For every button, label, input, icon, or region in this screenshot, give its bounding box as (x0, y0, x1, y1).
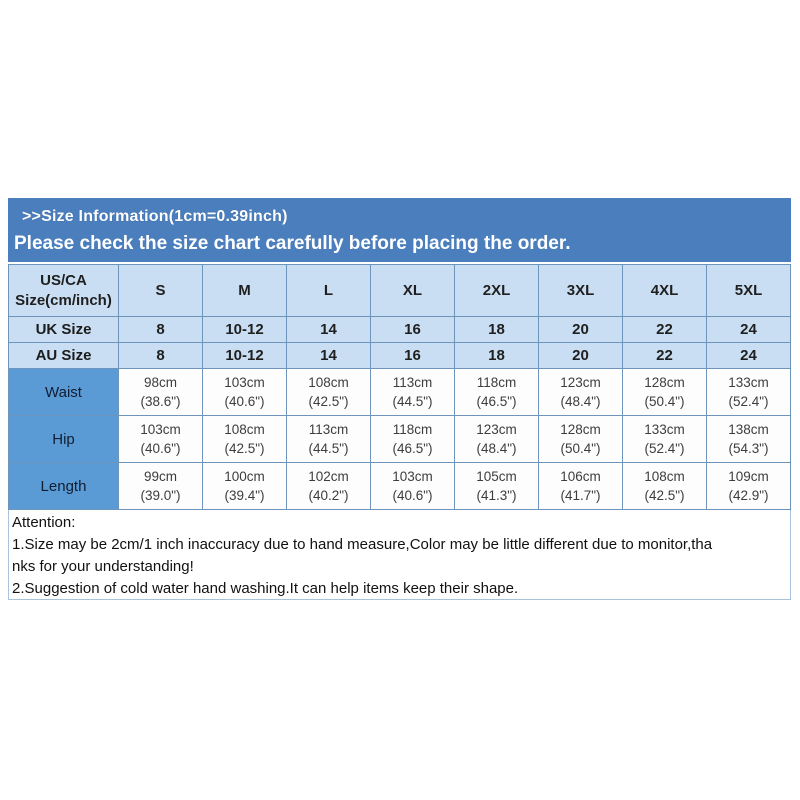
length-value (707, 463, 791, 510)
au-size-value: 20 (539, 343, 623, 369)
length-inch: (39.0") (140, 488, 181, 503)
hip-value (455, 416, 539, 463)
attention-line: nks for your understanding! (12, 558, 194, 575)
au-size-value: 10-12 (203, 343, 287, 369)
waist-cm: 108cm (308, 375, 349, 390)
length-value (371, 463, 455, 510)
length-value (623, 463, 707, 510)
waist-inch: (40.6") (224, 394, 265, 409)
uk-size-value: 20 (539, 317, 623, 343)
length-inch: (41.3") (476, 488, 517, 503)
waist-cm: 133cm (728, 375, 769, 390)
waist-inch: (46.5") (476, 394, 517, 409)
hip-cm: 118cm (392, 422, 433, 437)
hip-cm: 113cm (308, 422, 349, 437)
hip-cm: 128cm (560, 422, 601, 437)
size-column-header-2xl: 2XL (455, 265, 539, 317)
waist-cm: 98cm (143, 375, 177, 390)
length-cm: 99cm (143, 469, 177, 484)
hip-inch: (54.3") (728, 441, 769, 456)
waist-value (203, 369, 287, 416)
au-size-value: 24 (707, 343, 791, 369)
waist-inch: (38.6") (140, 394, 181, 409)
attention-line: 2.Suggestion of cold water hand washing.It can help items keep their shape. (12, 580, 519, 597)
size-information-title: >>Size Information(1cm=0.39inch) (22, 208, 288, 225)
length-cm: 108cm (644, 469, 685, 484)
size-column-header-m: M (203, 265, 287, 317)
uk-size-value: 18 (455, 317, 539, 343)
hip-cm: 103cm (140, 422, 181, 437)
waist-value (623, 369, 707, 416)
hip-row-label: Hip (9, 416, 119, 463)
hip-value (203, 416, 287, 463)
length-value (287, 463, 371, 510)
length-inch: (40.2") (308, 488, 349, 503)
length-inch: (42.9") (728, 488, 769, 503)
hip-inch: (52.4") (644, 441, 685, 456)
corner-header-cell (9, 265, 119, 317)
size-info-panel (8, 198, 791, 600)
waist-cm: 113cm (392, 375, 433, 390)
waist-inch: (44.5") (392, 394, 433, 409)
uk-size-value: 8 (119, 317, 203, 343)
hip-value (539, 416, 623, 463)
size-chart-notice: Please check the size chart carefully before placing the order. (14, 233, 571, 254)
length-value (539, 463, 623, 510)
au-size-value: 16 (371, 343, 455, 369)
length-cm: 109cm (728, 469, 769, 484)
waist-value (539, 369, 623, 416)
length-value (203, 463, 287, 510)
hip-inch: (42.5") (224, 441, 265, 456)
hip-inch: (40.6") (140, 441, 181, 456)
au-size-row-label: AU Size (9, 343, 119, 369)
waist-value (371, 369, 455, 416)
au-size-value: 8 (119, 343, 203, 369)
length-cm: 106cm (560, 469, 601, 484)
hip-value (287, 416, 371, 463)
waist-inch: (42.5") (308, 394, 349, 409)
uk-size-value: 10-12 (203, 317, 287, 343)
uk-size-value: 14 (287, 317, 371, 343)
waist-value (287, 369, 371, 416)
uk-size-value: 22 (623, 317, 707, 343)
hip-value (707, 416, 791, 463)
size-column-header-s: S (119, 265, 203, 317)
hip-cm: 133cm (644, 422, 685, 437)
waist-value (707, 369, 791, 416)
waist-cm: 103cm (224, 375, 265, 390)
uk-size-value: 16 (371, 317, 455, 343)
size-column-header-5xl: 5XL (707, 265, 791, 317)
au-size-value: 18 (455, 343, 539, 369)
length-row-label: Length (9, 463, 119, 510)
length-cm: 105cm (476, 469, 517, 484)
length-cm: 100cm (224, 469, 265, 484)
size-table (8, 264, 791, 510)
size-column-header-l: L (287, 265, 371, 317)
attention-line: 1.Size may be 2cm/1 inch inaccuracy due to hand measure,Color may be little different due to monitor,tha (12, 536, 713, 553)
hip-value (371, 416, 455, 463)
hip-value (119, 416, 203, 463)
corner-line2: Size(cm/inch) (15, 291, 112, 309)
length-value (119, 463, 203, 510)
au-size-value: 22 (623, 343, 707, 369)
hip-value (623, 416, 707, 463)
hip-inch: (44.5") (308, 441, 349, 456)
hip-cm: 108cm (224, 422, 265, 437)
length-cm: 103cm (392, 469, 433, 484)
hip-cm: 123cm (476, 422, 517, 437)
waist-row-label: Waist (9, 369, 119, 416)
waist-inch: (50.4") (644, 394, 685, 409)
uk-size-value: 24 (707, 317, 791, 343)
waist-inch: (52.4") (728, 394, 769, 409)
waist-value (119, 369, 203, 416)
hip-inch: (46.5") (392, 441, 433, 456)
length-inch: (40.6") (392, 488, 433, 503)
length-value (455, 463, 539, 510)
waist-cm: 123cm (560, 375, 601, 390)
uk-size-row-label: UK Size (9, 317, 119, 343)
length-inch: (39.4") (224, 488, 265, 503)
hip-cm: 138cm (728, 422, 769, 437)
length-inch: (42.5") (644, 488, 685, 503)
waist-cm: 128cm (644, 375, 685, 390)
attention-heading: Attention: (12, 514, 76, 531)
waist-value (455, 369, 539, 416)
waist-cm: 118cm (476, 375, 517, 390)
length-inch: (41.7") (560, 488, 601, 503)
attention-note-box (8, 510, 791, 600)
size-column-header-3xl: 3XL (539, 265, 623, 317)
length-cm: 102cm (308, 469, 349, 484)
au-size-value: 14 (287, 343, 371, 369)
size-column-header-4xl: 4XL (623, 265, 707, 317)
waist-inch: (48.4") (560, 394, 601, 409)
title-band (8, 198, 791, 262)
corner-line1: US/CA (40, 271, 87, 289)
size-column-header-xl: XL (371, 265, 455, 317)
hip-inch: (50.4") (560, 441, 601, 456)
hip-inch: (48.4") (476, 441, 517, 456)
